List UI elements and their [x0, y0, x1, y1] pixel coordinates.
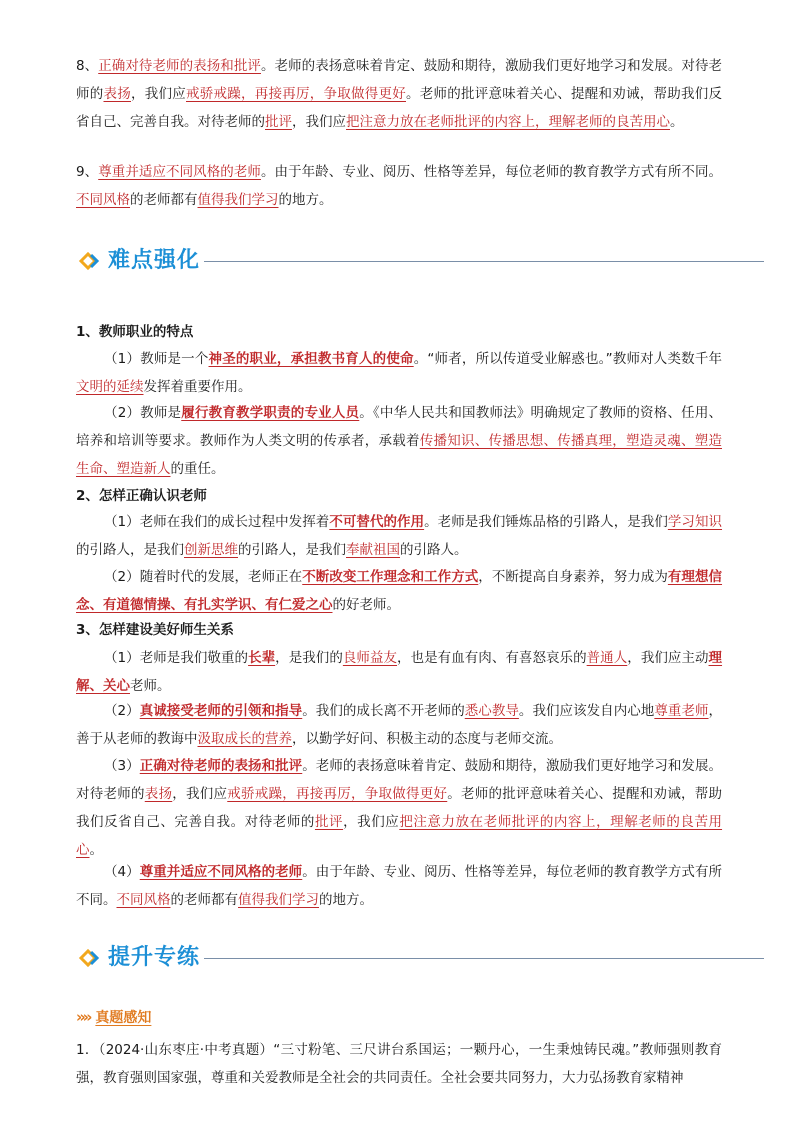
section-title: 难点强化: [108, 248, 201, 273]
keyword: 批评: [314, 814, 344, 830]
keyword: 值得我们学习: [197, 192, 279, 208]
keyword: 长辈: [248, 650, 276, 666]
paragraph: [76, 563, 722, 619]
paragraph: [76, 508, 722, 564]
keyword: 戒骄戒躁，再接再厉，争取做得更好: [227, 786, 448, 802]
keyword: 尊重并适应不同风格的老师: [98, 164, 261, 180]
text: ，是我们的: [275, 650, 343, 666]
section-header-difficulty: [76, 244, 716, 278]
keyword: 批评: [265, 114, 292, 130]
keyword: 正确对待老师的表扬和批评: [98, 58, 261, 74]
text: 的好老师。: [332, 597, 400, 613]
text: （2）: [104, 703, 140, 719]
keyword: 不可替代的作用: [329, 514, 425, 530]
text: 。老师的批评意味着关心、提醒和劝诫，帮助我们反省自己、完善自我。对待老师的: [76, 786, 722, 830]
keyword: 履行教育教学职责的专业人员: [181, 405, 360, 421]
diamond-arrow-icon: [78, 248, 104, 274]
text: 。老师的表扬意味着肯定、鼓励和期待，激励我们更好地学习和发展。对待老师的: [76, 758, 723, 802]
text: 。我们应该发自内心地: [518, 703, 655, 719]
question-text: 1．（2024·山东枣庄·中考真题）“三寸粉笔、三尺讲台系国运；一颗丹心，一生秉烛铸民魂。”教师强则教育强，教育强则国家强，尊重和关爱教师是全社会的共同责任。全社会要共同努力，大力弘扬教育家精神: [76, 1042, 722, 1086]
text: 的老师都有: [130, 192, 198, 208]
text: 。我们的成长离不开老师的: [302, 703, 465, 719]
keyword: 正确对待老师的表扬和批评: [139, 758, 303, 774]
text: （4）: [104, 864, 140, 880]
double-chevron-icon: »»: [76, 1008, 90, 1026]
text: （2）教师是: [104, 405, 182, 421]
keyword: 尊重老师: [654, 703, 709, 719]
paragraph: [76, 858, 722, 914]
keyword: 神圣的职业，承担教书育人的使命: [208, 351, 414, 367]
text: ，我们应主动: [627, 650, 709, 666]
text: 。老师的表扬意味着肯定、鼓励和期待，激励我们更好地学习和发展。对待老师的: [76, 58, 723, 102]
text: 。: [89, 842, 103, 858]
text: 的地方。: [319, 892, 373, 908]
text: 。老师的批评意味着关心、提醒和劝诫，帮助我们反省自己、完善自我。对待老师的: [76, 86, 722, 130]
section-title: 提升专练: [108, 945, 201, 970]
keyword: 表扬: [144, 786, 173, 802]
keyword: 表扬: [103, 86, 131, 102]
text: ，我们应: [172, 786, 228, 802]
paragraph: [76, 345, 722, 401]
text: ，不断提高自身素养，努力成为: [478, 569, 668, 585]
text: 。: [670, 114, 684, 130]
text: 的重任。: [170, 461, 225, 477]
diamond-arrow-icon: [78, 945, 104, 971]
text: 的引路人，是我们: [76, 542, 184, 558]
keyword: 奉献祖国: [346, 542, 400, 558]
keyword: 普通人: [586, 650, 628, 666]
subsection-title: 真题感知: [95, 1010, 152, 1026]
paragraph: [76, 399, 722, 483]
paragraph: [76, 644, 722, 700]
keyword: 尊重并适应不同风格的老师: [139, 864, 303, 880]
text: ，以勤学好问、积极主动的态度与老师交流。: [292, 731, 562, 747]
text: 的引路人，是我们: [238, 542, 346, 558]
point-number: 8、: [76, 58, 99, 74]
keyword: 文明的延续: [76, 379, 144, 395]
keyword: 不同风格: [76, 192, 130, 208]
text: （2）随着时代的发展，老师正在: [104, 569, 303, 585]
keyword: 学习知识: [667, 514, 723, 530]
text: 。由于年龄、专业、阅历、性格等差异，每位老师的教育教学方式有所不同。: [76, 864, 723, 908]
text: （3）: [104, 758, 140, 774]
keyword: 戒骄戒躁，再接再厉，争取做得更好: [186, 86, 406, 102]
text: 。《中华人民共和国教师法》明确规定了教师的资格、任用、培养和培训等要求。教师作为人类文明的传承者，承载着: [76, 405, 723, 449]
keyword: 把注意力放在老师批评的内容上，理解老师的良苦用心: [76, 814, 723, 858]
keyword: 真诚接受老师的引领和指导: [139, 703, 303, 719]
text: ，我们应: [292, 114, 346, 130]
section-header-practice: [76, 941, 716, 975]
text: 发挥着重要作用。: [143, 379, 252, 395]
keyword: 有理想信念、有道德情操、有扎实学识、有仁爱之心: [76, 569, 723, 613]
text: ，我们应: [343, 814, 400, 830]
keyword: 汲取成长的营养: [197, 731, 292, 747]
subheading: 1、教师职业的特点: [76, 324, 194, 340]
subsection-header: [76, 1007, 151, 1029]
keyword: 理解、关心: [76, 650, 723, 694]
paragraph: [76, 752, 722, 864]
paragraph: [76, 697, 722, 753]
text: 的引路人。: [400, 542, 468, 558]
point-9: [76, 158, 722, 214]
subheading: 2、怎样正确认识老师: [76, 488, 207, 504]
keyword: 值得我们学习: [238, 892, 319, 908]
text: 的地方。: [278, 192, 333, 208]
text: ，也是有血有肉、有喜怒哀乐的: [397, 650, 587, 666]
keyword: 不断改变工作理念和工作方式: [302, 569, 479, 585]
text: 。由于年龄、专业、阅历、性格等差异，每位老师的教育教学方式有所不同。: [260, 164, 723, 180]
keyword: 悉心教导: [464, 703, 519, 719]
text: 。老师是我们锤炼品格的引路人，是我们: [424, 514, 668, 530]
text: ，我们应: [131, 86, 186, 102]
text: （1）老师在我们的成长过程中发挥着: [104, 514, 330, 530]
keyword: 创新思维: [184, 542, 238, 558]
point-number: 9、: [76, 164, 99, 180]
text: 。“师者，所以传道受业解惑也。”教师对人类数千年: [413, 351, 723, 367]
point-8: [76, 52, 722, 136]
section-divider: [204, 261, 764, 262]
text: 的老师都有: [170, 892, 238, 908]
keyword: 良师益友: [342, 650, 398, 666]
question-1: [76, 1036, 722, 1092]
text: 老师。: [130, 678, 171, 694]
keyword: 传播知识、传播思想、传播真理，塑造灵魂、塑造生命、塑造新人: [76, 433, 722, 477]
section-divider: [204, 958, 764, 959]
text: ，善于从老师的教诲中: [76, 703, 723, 747]
text: （1）老师是我们敬重的: [104, 650, 249, 666]
text: （1）教师是一个: [104, 351, 209, 367]
subheading: 3、怎样建设美好师生关系: [76, 622, 234, 638]
keyword: 不同风格: [116, 892, 171, 908]
keyword: 把注意力放在老师批评的内容上，理解老师的良苦用心: [346, 114, 670, 130]
